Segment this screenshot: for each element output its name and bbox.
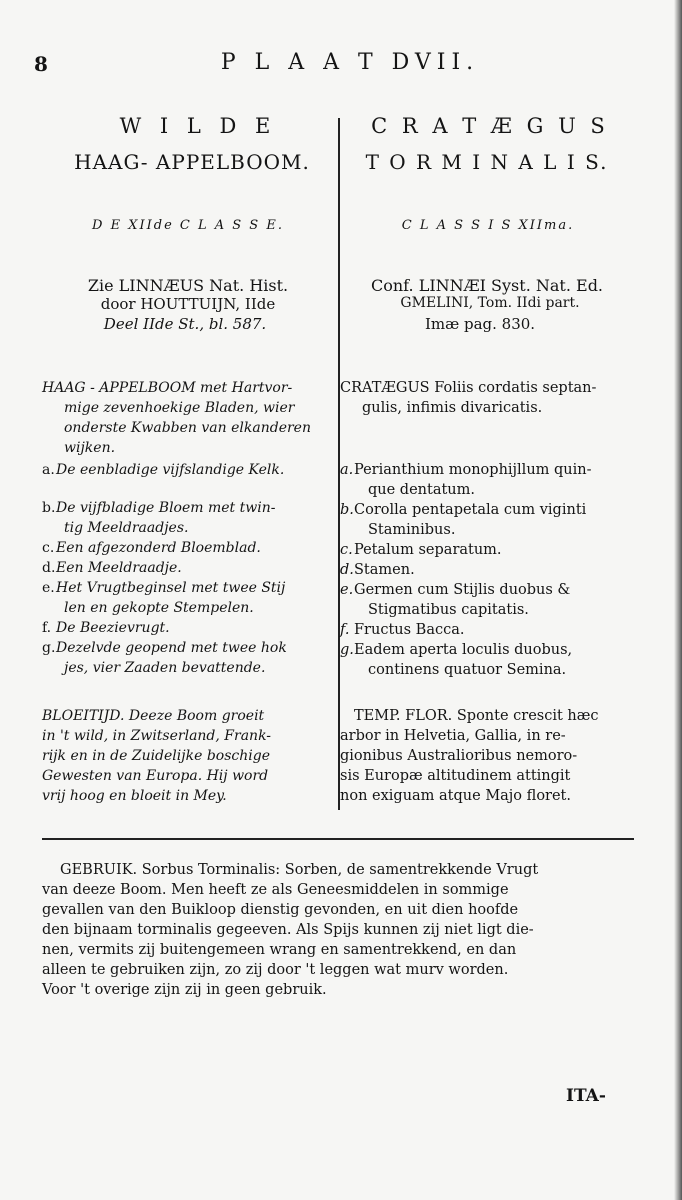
text-line: vrij hoog en bloeit in Mey.: [42, 788, 227, 804]
list-item: e. Germen cum Stijlis duobus &: [340, 582, 571, 598]
latin-ref-line1: Conf. LINNÆI Syst. Nat. Ed.: [370, 276, 604, 295]
list-item-continuation: Staminibus.: [368, 522, 456, 538]
text-line: GEBRUIK. Sorbus Torminalis: Sorben, de samentrekkende Vrugt: [60, 862, 539, 878]
dutch-ref-line1: Zie LINNÆUS Nat. Hist.: [87, 276, 289, 295]
list-item: g. Dezelvde geopend met twee hok: [42, 640, 287, 656]
dutch-flowering-paragraph: [42, 706, 332, 806]
list-item: d. Stamen.: [340, 562, 415, 578]
dutch-desc-line: HAAG - APPELBOOM met Hartvor-: [42, 380, 293, 396]
dutch-class: D E XIIde C L A S S E.: [92, 218, 284, 233]
list-item: e. Het Vrugtbeginsel met twee Stij: [42, 580, 286, 596]
latin-desc-line: gulis, infimis divaricatis.: [362, 400, 543, 416]
text-line: Voor 't overige zijn zij in geen gebruik.: [42, 982, 327, 998]
text-line: sis Europæ altitudinem attingit: [340, 768, 571, 784]
text-line: TEMP. FLOR. Sponte crescit hæc: [354, 708, 599, 724]
dutch-ref-line2: door HOUTTUIJN, IIde: [100, 295, 276, 313]
list-item: a. De eenbladige vijfslandige Kelk.: [42, 462, 285, 478]
plate-title: P L A A T DVII.: [220, 50, 480, 75]
dutch-ref-line3: Deel IIde St., bl. 587.: [103, 315, 267, 333]
list-item-continuation: que dentatum.: [368, 482, 476, 498]
latin-description: [340, 378, 630, 418]
horizontal-rule: [42, 838, 634, 840]
dutch-parts-list: [42, 460, 332, 678]
text-line: rijk en in de Zuidelijke boschige: [42, 748, 270, 764]
text-line: den bijnaam torminalis gegeeven. Als Spijs kunnen zij niet ligt die-: [42, 922, 534, 938]
text-line: Gewesten van Europa. Hij word: [42, 768, 269, 784]
text-line: BLOEITIJD. Deeze Boom groeit: [42, 708, 265, 724]
list-item-continuation: tig Meeldraadjes.: [64, 520, 189, 536]
page-number: 8: [34, 52, 48, 76]
list-item: c. Petalum separatum.: [340, 542, 502, 558]
list-item-continuation: continens quatuor Semina.: [368, 662, 567, 678]
latin-title-line1: C R A T Æ G U S: [371, 114, 609, 138]
dutch-title-line1: W I L D E: [119, 114, 277, 138]
text-line: alleen te gebruiken zijn, zo zij door 't leggen wat murv worden.: [42, 962, 509, 978]
text-line: gionibus Australioribus nemoro-: [340, 748, 578, 764]
list-item: a. Perianthium monophijllum quin-: [340, 462, 592, 478]
text-line: non exiguam atque Majo floret.: [340, 788, 571, 804]
list-item-continuation: jes, vier Zaaden bevattende.: [64, 660, 266, 676]
page-edge-shadow: [674, 0, 682, 1200]
latin-desc-line: CRATÆGUS Foliis cordatis septan-: [340, 380, 597, 396]
dutch-description: [42, 378, 332, 458]
dutch-desc-line: onderste Kwabben van elkanderen: [64, 420, 311, 436]
list-item-continuation: Stigmatibus capitatis.: [368, 602, 529, 618]
list-item: b. De vijfbladige Bloem met twin-: [42, 500, 276, 516]
list-item: g. Eadem aperta loculis duobus,: [340, 642, 573, 658]
list-item: f. De Beezievrugt.: [42, 620, 170, 636]
list-item: d. Een Meeldraadje.: [42, 560, 182, 576]
latin-title-line2: T O R M I N A L I S.: [365, 150, 609, 174]
dutch-desc-line: mige zevenhoekige Bladen, wier: [64, 400, 295, 416]
latin-class: C L A S S I S XIIma.: [401, 218, 575, 233]
text-line: arbor in Helvetia, Gallia, in re-: [340, 728, 566, 744]
list-item: f. Fructus Bacca.: [340, 622, 465, 638]
latin-ref-line2: GMELINI, Tom. IIdi part.: [400, 295, 580, 311]
text-line: in 't wild, in Zwitserland, Frank-: [42, 728, 272, 744]
text-line: gevallen van den Buikloop dienstig gevonden, en uit dien hoofde: [42, 902, 519, 918]
dutch-desc-line: wijken.: [64, 440, 116, 456]
usage-paragraph: [42, 860, 632, 1000]
text-line: van deeze Boom. Men heeft ze als Geneesmiddelen in sommige: [42, 882, 509, 898]
list-item-continuation: len en gekopte Stempelen.: [64, 600, 254, 616]
dutch-title-line2: HAAG- APPELBOOM.: [74, 150, 310, 174]
list-item: b. Corolla pentapetala cum viginti: [340, 502, 587, 518]
latin-parts-list: [340, 460, 630, 680]
text-line: nen, vermits zij buitengemeen wrang en samentrekkend, en dan: [42, 942, 517, 958]
catchword: ITA-: [566, 1086, 606, 1106]
latin-flowering-paragraph: [340, 706, 630, 806]
list-item: c. Een afgezonderd Bloemblad.: [42, 540, 261, 556]
latin-ref-line3: Imæ pag. 830.: [424, 315, 536, 333]
